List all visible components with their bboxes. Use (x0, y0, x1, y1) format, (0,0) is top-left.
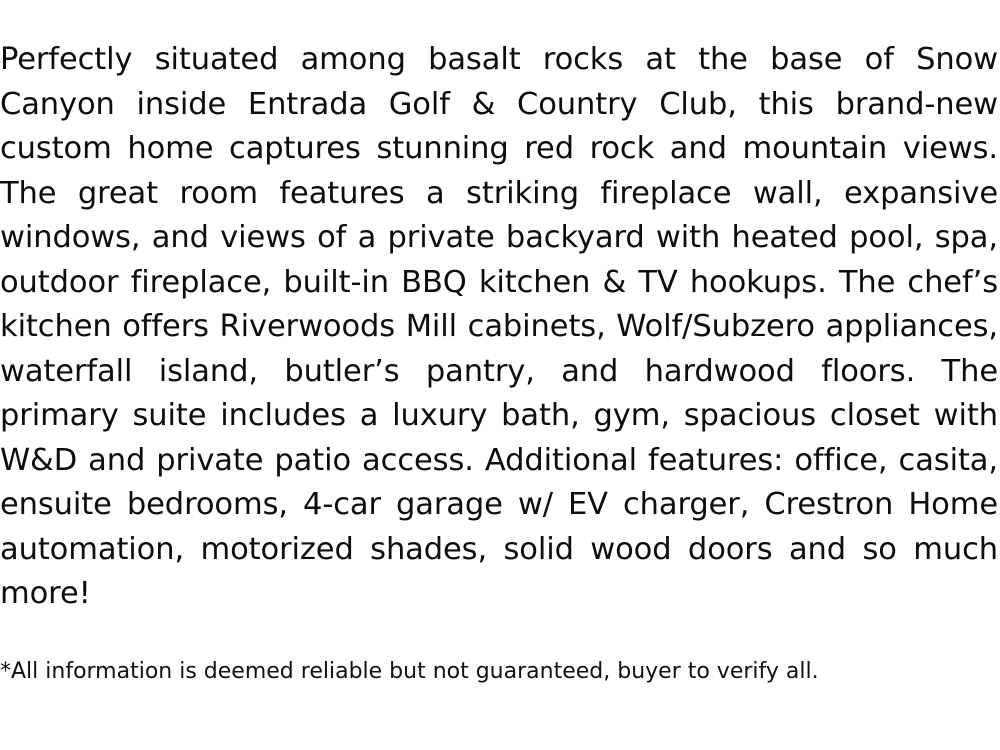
property-description-paragraph: Perfectly situated among basalt rocks at the base of Snow Canyon inside Entrada Golf & Country Club, this brand-new custom home captures stunning red rock and mountain views. The great room features a striking fireplace wall, expansive windows, and views of a private backyard with heated pool, spa, outdoor fireplace, built-in BBQ kitchen & TV hookups. The chef’s kitchen offers Riverwoods Mill cabinets, Wolf/Subzero appliances, waterfall island, butler’s pantry, and hardwood floors. The primary suite includes a luxury bath, gym, spacious closet with W&D and private patio access. Additional features: office, casita, ensuite bedrooms, 4-car garage w/ EV charger, Crestron Home automation, motorized shades, solid wood doors and so much more! (0, 42, 998, 611)
disclaimer-text: *All information is deemed reliable but not guaranteed, buyer to verify all. (0, 658, 819, 684)
